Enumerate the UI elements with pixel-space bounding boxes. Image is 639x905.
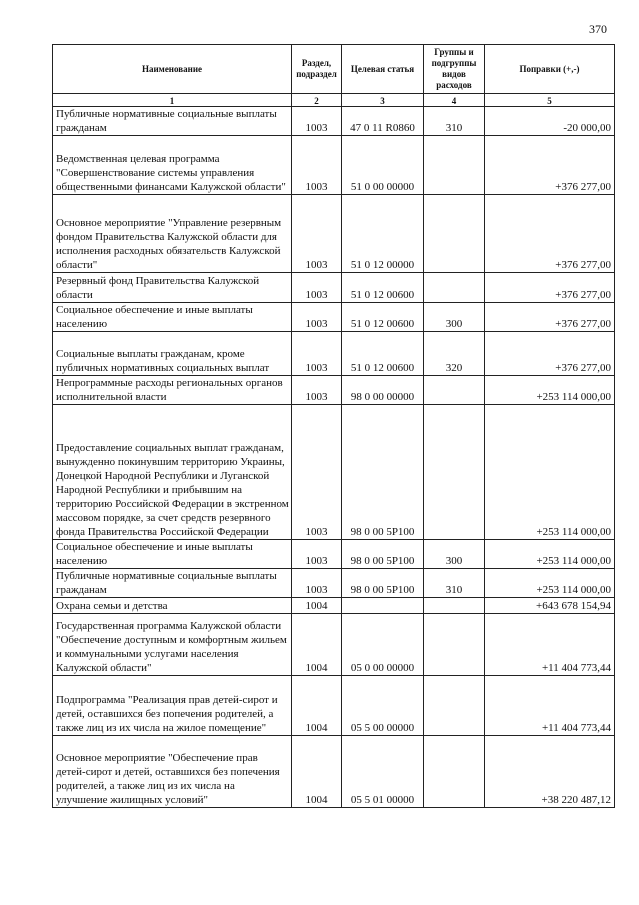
- header-section: Раздел, подраздел: [292, 45, 342, 94]
- row-section: 1003: [292, 107, 342, 136]
- row-name: Основное мероприятие "Обеспечение прав детей-сирот и детей, оставшихся без попечения родителей, а также лиц из их числа на улучшение жилищных условий": [53, 736, 292, 808]
- row-amount: -20 000,00: [485, 107, 615, 136]
- row-article: 98 0 00 5P100: [342, 405, 424, 540]
- row-name: Публичные нормативные социальные выплаты гражданам: [53, 107, 292, 136]
- row-article: 51 0 12 00000: [342, 195, 424, 273]
- row-group: [424, 676, 485, 736]
- row-amount: +376 277,00: [485, 195, 615, 273]
- row-article: 51 0 12 00600: [342, 273, 424, 303]
- row-name: Социальные выплаты гражданам, кроме публичных нормативных социальных выплат: [53, 332, 292, 376]
- table-row: [53, 136, 615, 195]
- row-amount: +38 220 487,12: [485, 736, 615, 808]
- row-section: 1004: [292, 598, 342, 614]
- row-section: 1003: [292, 136, 342, 195]
- row-section: 1003: [292, 273, 342, 303]
- row-article: 51 0 00 00000: [342, 136, 424, 195]
- row-group: [424, 273, 485, 303]
- table-row: [53, 569, 615, 598]
- table-row: [53, 107, 615, 136]
- row-section: 1003: [292, 376, 342, 405]
- row-group: 310: [424, 107, 485, 136]
- row-section: 1004: [292, 614, 342, 676]
- row-section: 1003: [292, 303, 342, 332]
- row-amount: +376 277,00: [485, 332, 615, 376]
- row-group: 300: [424, 303, 485, 332]
- row-article: 05 5 00 00000: [342, 676, 424, 736]
- row-section: 1003: [292, 195, 342, 273]
- row-section: 1003: [292, 405, 342, 540]
- row-name: Основное мероприятие "Управление резервным фондом Правительства Калужской области для исполнения расходных обязательств Калужской области": [53, 195, 292, 273]
- row-article: 98 0 00 5P100: [342, 569, 424, 598]
- header-name: Наименование: [53, 45, 292, 94]
- row-group: 300: [424, 540, 485, 569]
- table-row: [53, 195, 615, 273]
- table-row: [53, 273, 615, 303]
- row-amount: +376 277,00: [485, 303, 615, 332]
- row-name: Ведомственная целевая программа "Совершенствование системы управления общественными финансами Калужской области": [53, 136, 292, 195]
- header-article: Целевая статья: [342, 45, 424, 94]
- table-row: [53, 303, 615, 332]
- row-section: 1003: [292, 569, 342, 598]
- row-section: 1004: [292, 676, 342, 736]
- header-groups: Группы и подгруппы видов расходов: [424, 45, 485, 94]
- row-amount: +11 404 773,44: [485, 614, 615, 676]
- row-amount: +11 404 773,44: [485, 676, 615, 736]
- row-section: 1003: [292, 332, 342, 376]
- table-row: [53, 376, 615, 405]
- row-group: [424, 195, 485, 273]
- row-amount: +253 114 000,00: [485, 540, 615, 569]
- column-number: 5: [485, 94, 615, 107]
- row-name: Предоставление социальных выплат гражданам, вынужденно покинувшим территорию Украины, Донецкой Народной Республики и Луганской Народной Республики и прибывшим на территорию Российской Федерации в экстренном массовом порядке, за счет средств резервного фонда Правительства Российской Федерации: [53, 405, 292, 540]
- column-number: 2: [292, 94, 342, 107]
- row-amount: +643 678 154,94: [485, 598, 615, 614]
- page-number: 370: [589, 22, 607, 36]
- column-number: 3: [342, 94, 424, 107]
- header-amendments: Поправки (+,-): [485, 45, 615, 94]
- row-article: 47 0 11 R0860: [342, 107, 424, 136]
- row-article: 51 0 12 00600: [342, 303, 424, 332]
- row-name: Социальное обеспечение и иные выплаты населению: [53, 540, 292, 569]
- table-row: [53, 598, 615, 614]
- table-row: [53, 736, 615, 808]
- row-name: Публичные нормативные социальные выплаты гражданам: [53, 569, 292, 598]
- row-group: [424, 405, 485, 540]
- row-group: [424, 736, 485, 808]
- table-row: [53, 676, 615, 736]
- table-row: [53, 614, 615, 676]
- row-article: 05 5 01 00000: [342, 736, 424, 808]
- row-article: 51 0 12 00600: [342, 332, 424, 376]
- row-article: 05 0 00 00000: [342, 614, 424, 676]
- row-section: 1003: [292, 540, 342, 569]
- row-group: [424, 136, 485, 195]
- row-article: 98 0 00 00000: [342, 376, 424, 405]
- row-section: 1004: [292, 736, 342, 808]
- table-row: [53, 332, 615, 376]
- row-amount: +253 114 000,00: [485, 405, 615, 540]
- table-row: [53, 540, 615, 569]
- row-article: 98 0 00 5P100: [342, 540, 424, 569]
- row-group: [424, 598, 485, 614]
- table-row: [53, 405, 615, 540]
- column-number: 4: [424, 94, 485, 107]
- row-name: Непрограммные расходы региональных органов исполнительной власти: [53, 376, 292, 405]
- row-group: [424, 614, 485, 676]
- row-name: Государственная программа Калужской области "Обеспечение доступным и комфортным жильем и коммунальными услугами населения Калужской области": [53, 614, 292, 676]
- row-name: Резервный фонд Правительства Калужской области: [53, 273, 292, 303]
- row-name: Социальное обеспечение и иные выплаты населению: [53, 303, 292, 332]
- header-row: [53, 45, 615, 94]
- row-group: 320: [424, 332, 485, 376]
- row-group: 310: [424, 569, 485, 598]
- row-article: [342, 598, 424, 614]
- column-numbers-row: [53, 94, 615, 107]
- row-name: Подпрограмма "Реализация прав детей-сирот и детей, оставшихся без попечения родителей, а также лиц из их числа на жилое помещение": [53, 676, 292, 736]
- row-group: [424, 376, 485, 405]
- row-name: Охрана семьи и детства: [53, 598, 292, 614]
- row-amount: +253 114 000,00: [485, 569, 615, 598]
- column-number: 1: [53, 94, 292, 107]
- row-amount: +253 114 000,00: [485, 376, 615, 405]
- budget-amendments-table: [52, 44, 615, 808]
- row-amount: +376 277,00: [485, 136, 615, 195]
- row-amount: +376 277,00: [485, 273, 615, 303]
